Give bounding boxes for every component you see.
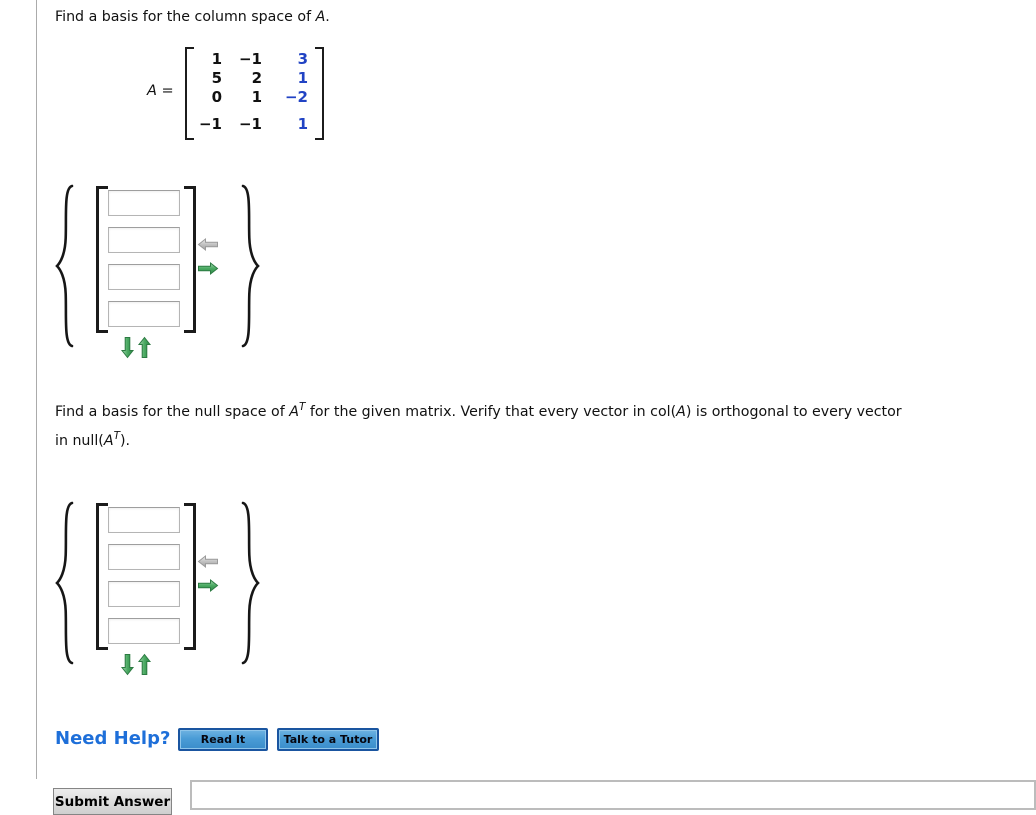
next-section-box (190, 780, 1036, 810)
left-arrow-icon[interactable] (198, 238, 218, 251)
right-arrow-icon[interactable] (198, 579, 218, 592)
null-space-vector-entry-1[interactable] (108, 507, 180, 533)
null-space-vector-entry-3[interactable] (108, 581, 180, 607)
left-curly-brace (53, 183, 75, 349)
matrix-cell: 5 (211, 69, 222, 87)
matrix-cell: 1 (297, 115, 308, 133)
read-it-button[interactable]: Read It (178, 728, 268, 751)
vector-entries (108, 507, 180, 644)
col-space-vector-entry-4[interactable] (108, 301, 180, 327)
matrix-right-bracket (315, 47, 324, 140)
null-space-answer-widget (53, 500, 263, 680)
matrix-cell: 2 (251, 69, 262, 87)
null-space-vector-entry-4[interactable] (108, 618, 180, 644)
vector-right-bracket (184, 186, 196, 333)
up-arrow-icon[interactable] (138, 654, 151, 675)
null-space-vector-entry-2[interactable] (108, 544, 180, 570)
right-curly-brace (240, 500, 262, 666)
matrix-cell: 1 (251, 88, 262, 106)
matrix-row (194, 69, 308, 88)
matrix-row (194, 115, 308, 134)
matrix-values (194, 50, 308, 134)
up-arrow-icon[interactable] (138, 337, 151, 358)
submit-answer-button[interactable]: Submit Answer (53, 788, 172, 815)
need-help-label: Need Help? (55, 728, 171, 749)
down-arrow-icon[interactable] (121, 654, 134, 675)
problem2-prompt-line1: Find a basis for the null space of $A^T$ for the given matrix. Verify that every vector in col(A) is orthogonal to every vector (55, 401, 902, 420)
matrix-label: A = (147, 83, 174, 99)
matrix-row (194, 88, 308, 107)
column-space-answer-widget (53, 183, 263, 363)
matrix-cell: −1 (198, 115, 222, 133)
right-arrow-icon[interactable] (198, 262, 218, 275)
talk-to-tutor-button[interactable]: Talk to a Tutor (277, 728, 379, 751)
problem2-prompt-line2: in $null(A^T)$. (55, 430, 131, 449)
matrix-cell: −1 (238, 50, 262, 68)
col-space-vector-entry-1[interactable] (108, 190, 180, 216)
matrix-A (147, 47, 332, 142)
matrix-cell: 0 (211, 88, 222, 106)
vector-left-bracket (96, 503, 108, 650)
vector-entries (108, 190, 180, 327)
vector-right-bracket (184, 503, 196, 650)
matrix-cell: 1 (297, 69, 308, 87)
left-arrow-icon[interactable] (198, 555, 218, 568)
problem1-prompt: Find a basis for the column space of A. (55, 9, 330, 25)
matrix-cell: −2 (284, 88, 308, 106)
left-margin-divider (36, 0, 37, 779)
matrix-cell: 3 (297, 50, 308, 68)
vector-left-bracket (96, 186, 108, 333)
matrix-left-bracket (185, 47, 194, 140)
matrix-row (194, 50, 308, 69)
right-curly-brace (240, 183, 262, 349)
left-curly-brace (53, 500, 75, 666)
matrix-cell: −1 (238, 115, 262, 133)
col-space-vector-entry-2[interactable] (108, 227, 180, 253)
col-space-vector-entry-3[interactable] (108, 264, 180, 290)
matrix-cell: 1 (211, 50, 222, 68)
down-arrow-icon[interactable] (121, 337, 134, 358)
